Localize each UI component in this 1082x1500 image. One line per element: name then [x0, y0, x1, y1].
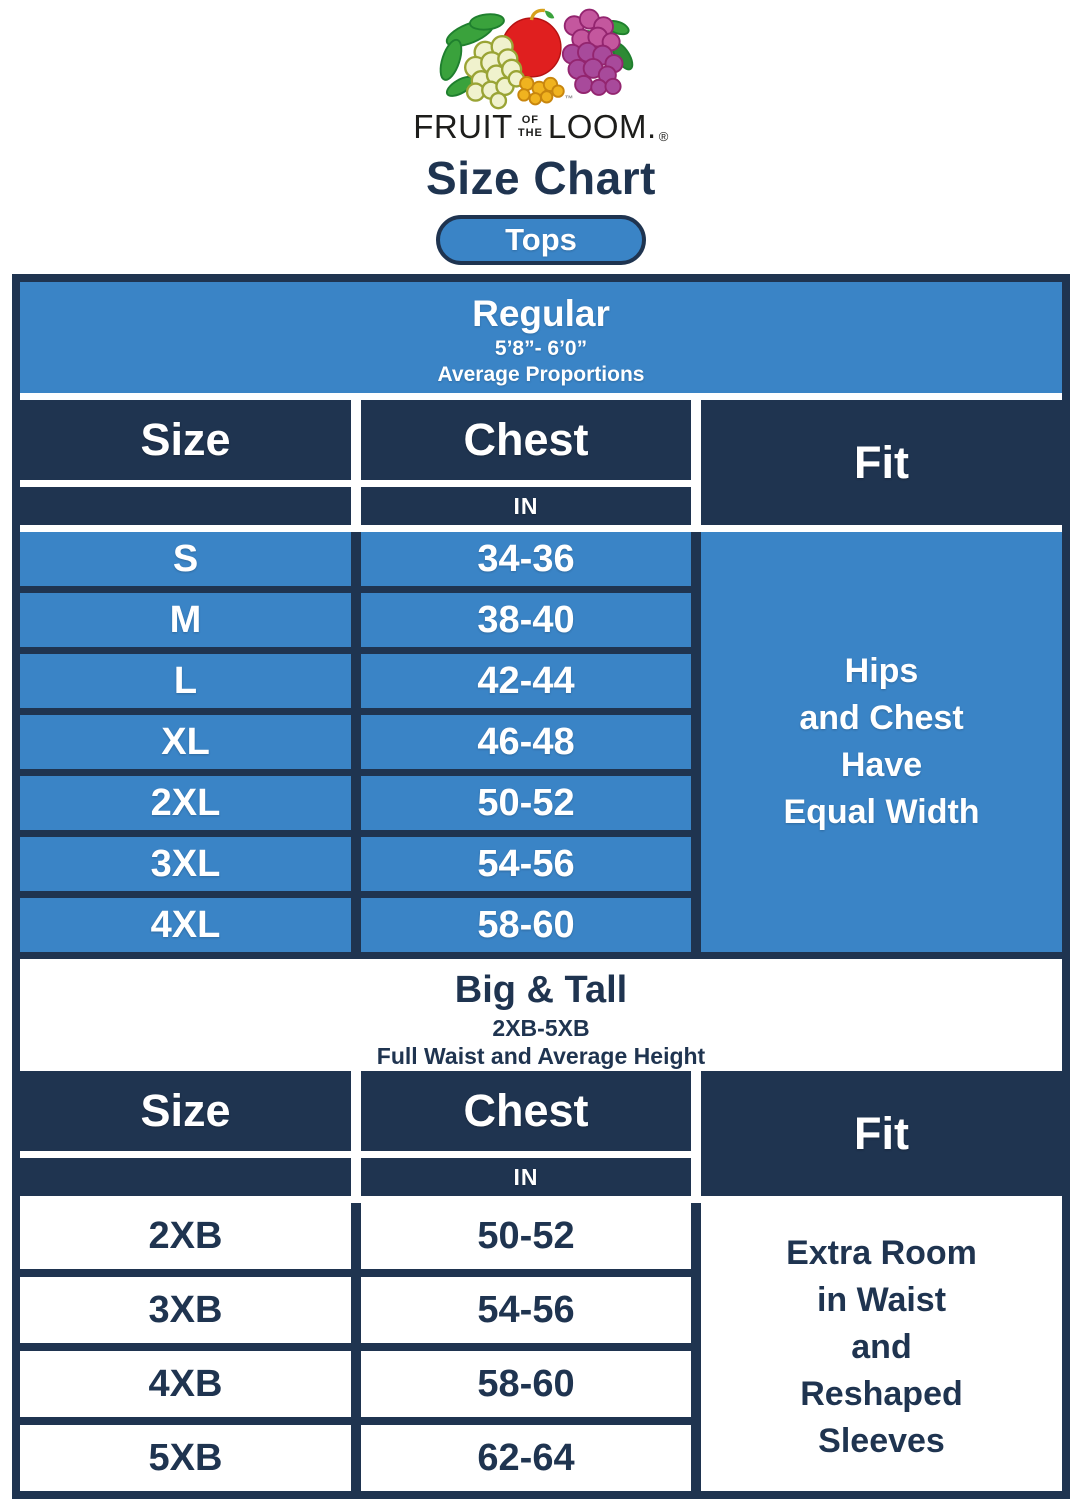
column-header-chest: Chest	[361, 400, 691, 480]
chest-cell: 46-48	[361, 715, 691, 769]
tops-category-button[interactable]: Tops	[436, 215, 646, 265]
size-chart-table	[12, 274, 1070, 1499]
divider	[20, 525, 1062, 532]
big-tall-title: Big & Tall	[454, 969, 628, 1011]
chest-cell: 58-60	[361, 898, 691, 952]
column-header-chest: Chest	[361, 1071, 691, 1151]
regular-header-row	[20, 400, 1062, 525]
big-tall-header-row	[20, 1071, 1062, 1196]
tm-mark: ™	[564, 93, 574, 104]
size-cell: 3XB	[20, 1277, 351, 1343]
size-unit-spacer	[20, 1158, 351, 1196]
chest-cell: 62-64	[361, 1425, 691, 1491]
regular-banner-height-range: 5’8”- 6’0”	[494, 337, 588, 360]
size-cell: 3XL	[20, 837, 351, 891]
big-tall-data-rows	[20, 1203, 1062, 1491]
big-tall-banner	[20, 959, 1062, 1071]
regular-banner-description: Average Proportions	[437, 363, 645, 386]
chest-cell: 38-40	[361, 593, 691, 647]
chest-unit-label: IN	[361, 487, 691, 525]
brand-fruit: FRUIT	[413, 108, 513, 145]
regular-banner-title: Regular	[472, 293, 610, 334]
size-cell: 4XL	[20, 898, 351, 952]
page-title: Size Chart	[426, 152, 656, 204]
big-tall-description: Full Waist and Average Height	[376, 1043, 706, 1069]
column-header-size: Size	[20, 1071, 351, 1151]
divider	[20, 1196, 1062, 1203]
brand-loom: LOOM.	[547, 108, 657, 145]
chest-cell: 50-52	[361, 776, 691, 830]
header-area	[0, 0, 1082, 274]
chest-cell: 58-60	[361, 1351, 691, 1417]
regular-fit-note: Hips and Chest Have Equal Width	[701, 532, 1062, 952]
size-cell: S	[20, 532, 351, 586]
column-header-fit: Fit	[701, 1071, 1062, 1196]
big-tall-fit-note: Extra Room in Waist and Reshaped Sleeves	[701, 1203, 1062, 1491]
chest-cell: 54-56	[361, 1277, 691, 1343]
registered-mark: ®	[658, 129, 669, 144]
regular-banner	[20, 282, 1062, 393]
brand-wordmark	[0, 110, 1082, 143]
column-header-size: Size	[20, 400, 351, 480]
chest-cell: 54-56	[361, 837, 691, 891]
size-cell: L	[20, 654, 351, 708]
chest-cell: 42-44	[361, 654, 691, 708]
size-cell: 4XB	[20, 1351, 351, 1417]
regular-data-rows	[20, 532, 1062, 959]
size-unit-spacer	[20, 487, 351, 525]
chest-cell: 34-36	[361, 532, 691, 586]
size-cell: 2XB	[20, 1203, 351, 1269]
big-tall-size-range: 2XB-5XB	[492, 1015, 590, 1041]
currants-icon	[518, 77, 563, 104]
size-cell: 5XB	[20, 1425, 351, 1491]
column-header-fit: Fit	[701, 400, 1062, 525]
size-cell: XL	[20, 715, 351, 769]
fruit-of-the-loom-logo	[432, 4, 650, 110]
chest-cell: 50-52	[361, 1203, 691, 1269]
chest-unit-label: IN	[361, 1158, 691, 1196]
size-cell: M	[20, 593, 351, 647]
divider	[20, 393, 1062, 400]
brand-of-the: OF THE	[517, 114, 543, 139]
size-cell: 2XL	[20, 776, 351, 830]
